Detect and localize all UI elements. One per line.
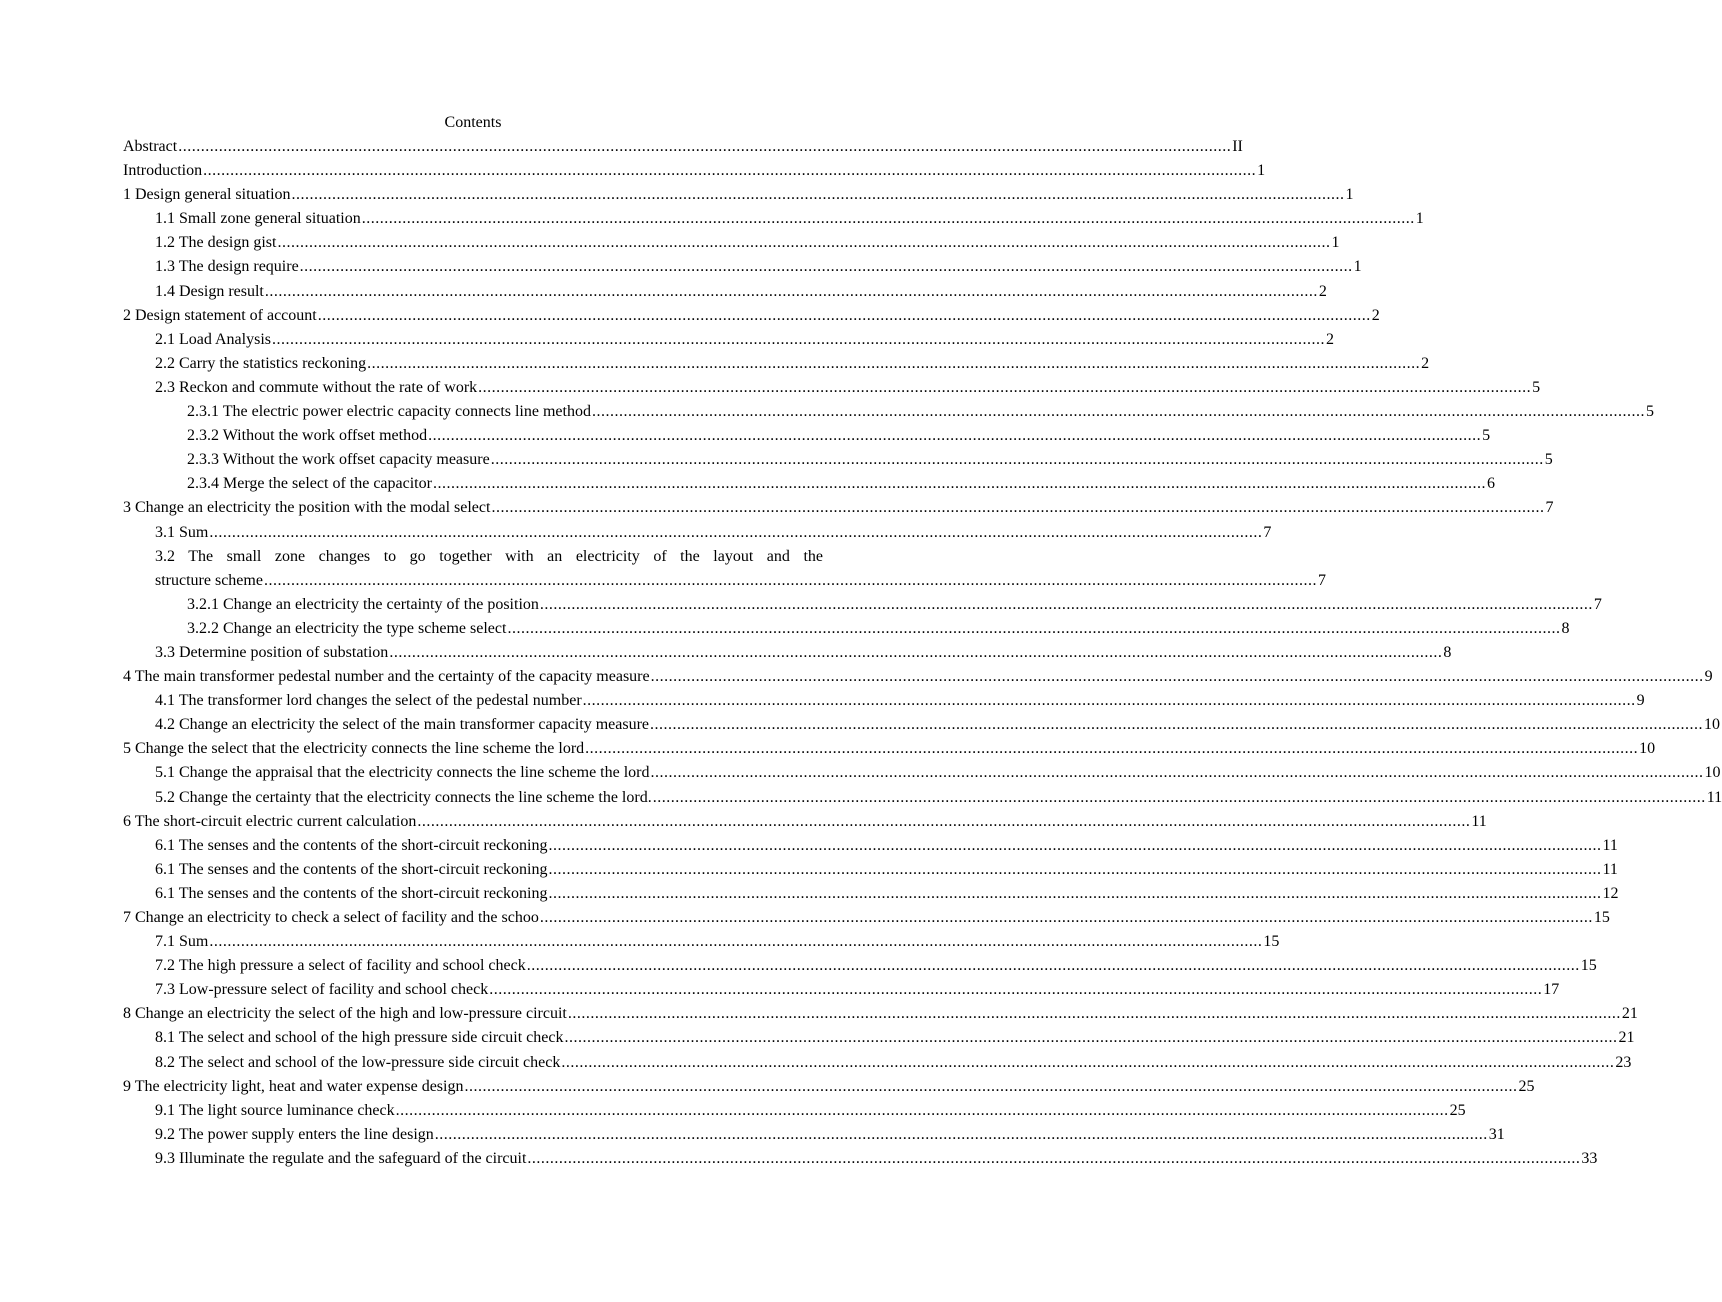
toc-entry[interactable] (123, 689, 1645, 713)
toc-entry[interactable] (123, 617, 1570, 641)
toc-entry-label: 4.1 The transformer lord changes the select of the pedestal number (155, 689, 583, 713)
toc-entry-label: 6.1 The senses and the contents of the short-circuit reckoning (155, 834, 548, 858)
toc-entry-label: 3.2.1 Change an electricity the certainty of the position (187, 593, 540, 617)
dot-leader: .......................................................................................................................................................................................................................................... (395, 1101, 1449, 1119)
toc-entry[interactable] (123, 978, 1560, 1002)
dot-leader: .......................................................................................................................................................................................................................................... (209, 933, 1263, 951)
toc-entry-page-number: 21 (1621, 1002, 1638, 1026)
dot-leader: .......................................................................................................................................................................................................................................... (428, 427, 1482, 445)
dot-leader: .......................................................................................................................................................................................................................................... (263, 571, 1317, 589)
toc-entry-label: 3.2.2 Change an electricity the type scheme select (187, 617, 507, 641)
toc-entry-page-number: 10 (1638, 737, 1655, 761)
toc-entry-page-number: 1 (1330, 231, 1339, 255)
dot-leader: .......................................................................................................................................................................................................................................... (564, 1029, 1618, 1047)
dot-leader: .......................................................................................................................................................................................................................................... (527, 1149, 1581, 1167)
dot-leader: .......................................................................................................................................................................................................................................... (548, 884, 1602, 902)
toc-entry-label: 5.2 Change the certainty that the electricity connects the line scheme the lord. (155, 786, 653, 810)
toc-entry[interactable] (123, 930, 1280, 954)
toc-entry-page-number: 2 (1371, 304, 1380, 328)
toc-entry-page-number: 10 (1703, 761, 1720, 785)
toc-entry-label: 3.2 The small zone changes to go together with an electricity of the layout and the (155, 547, 823, 565)
toc-entry-page-number: 25 (1449, 1099, 1466, 1123)
toc-entry[interactable] (123, 352, 1430, 376)
toc-entry[interactable] (123, 448, 1553, 472)
toc-entry[interactable] (123, 1099, 1466, 1123)
toc-entry-label: Introduction (123, 159, 203, 183)
toc-entry-page-number: 5 (1645, 400, 1654, 424)
dot-leader: .......................................................................................................................................................................................................................................... (277, 234, 1331, 252)
dot-leader: .......................................................................................................................................................................................................................................... (490, 451, 1544, 469)
toc-entry[interactable] (123, 328, 1334, 352)
toc-entry-label: Abstract (123, 135, 178, 159)
toc-entry[interactable] (123, 304, 1380, 328)
toc-entry-page-number: 7 (1593, 593, 1602, 617)
dot-leader: .......................................................................................................................................................................................................................................... (478, 378, 1532, 396)
toc-entry[interactable] (123, 280, 1327, 304)
toc-entry-page-number: 23 (1614, 1051, 1631, 1075)
dot-leader: .......................................................................................................................................................................................................................................... (548, 860, 1602, 878)
toc-entry-page-number: 15 (1593, 906, 1610, 930)
dot-leader: .......................................................................................................................................................................................................................................... (567, 1005, 1621, 1023)
toc-entry-label: 1 Design general situation (123, 183, 292, 207)
toc-entry-page-number: 9 (1636, 689, 1645, 713)
toc-entry-label: 2.3.3 Without the work offset capacity measure (187, 448, 491, 472)
toc-entry-label: 2.2 Carry the statistics reckoning (155, 352, 367, 376)
toc-entry[interactable] (123, 954, 1597, 978)
toc-entry-page-number: 7 (1544, 496, 1553, 520)
dot-leader: .......................................................................................................................................................................................................................................... (291, 186, 1345, 204)
toc-entry[interactable] (123, 593, 1602, 617)
dot-leader: .......................................................................................................................................................................................................................................... (652, 788, 1706, 806)
dot-leader: .......................................................................................................................................................................................................................................... (464, 1077, 1518, 1095)
dot-leader: .......................................................................................................................................................................................................................................... (582, 692, 1636, 710)
dot-leader: .......................................................................................................................................................................................................................................... (591, 403, 1645, 421)
toc-entry-page-number: 17 (1542, 978, 1559, 1002)
toc-entry-page-number: 2 (1420, 352, 1429, 376)
dot-leader: .......................................................................................................................................................................................................................................... (209, 523, 1263, 541)
toc-entry-label: 1.3 The design require (155, 255, 300, 279)
toc-entry-label: 7.1 Sum (155, 930, 209, 954)
toc-entry-label: 5 Change the select that the electricity connects the line scheme the lord (123, 737, 585, 761)
dot-leader: .......................................................................................................................................................................................................................................... (539, 595, 1593, 613)
dot-leader: .......................................................................................................................................................................................................................................... (489, 981, 1543, 999)
toc-entry-page-number: 11 (1706, 786, 1722, 810)
toc-entry[interactable] (123, 786, 1722, 810)
toc-entry-label: 2.3.4 Merge the select of the capacitor (187, 472, 433, 496)
toc-entry-label: 2.3.1 The electric power electric capacity connects line method (187, 400, 592, 424)
toc-entry[interactable] (123, 737, 1656, 761)
toc-entry-page-number: 1 (1415, 207, 1424, 231)
toc-entry-page-number: 15 (1580, 954, 1597, 978)
toc-entry[interactable] (123, 713, 1721, 737)
toc-entry[interactable] (123, 1051, 1632, 1075)
toc-entry-page-number: 7 (1262, 521, 1271, 545)
toc-entry-page-number: 1 (1353, 255, 1362, 279)
dot-leader: .......................................................................................................................................................................................................................................... (650, 764, 1704, 782)
toc-entry-page-number: 33 (1580, 1147, 1597, 1171)
toc-entry-label: 8.1 The select and school of the high pressure side circuit check (155, 1026, 564, 1050)
toc-entry-page-number: 6 (1486, 472, 1495, 496)
dot-leader: .......................................................................................................................................................................................................................................... (585, 740, 1639, 758)
toc-entry-label: 6.1 The senses and the contents of the short-circuit reckoning (155, 882, 548, 906)
dot-leader: .......................................................................................................................................................................................................................................... (561, 1053, 1615, 1071)
toc-entry-page-number: 12 (1601, 882, 1618, 906)
toc-entry[interactable] (123, 1026, 1635, 1050)
dot-leader: .......................................................................................................................................................................................................................................... (203, 162, 1257, 180)
toc-entry-label: 2.3.2 Without the work offset method (187, 424, 428, 448)
toc-entry[interactable] (123, 183, 1354, 207)
toc-entry[interactable] (123, 159, 1266, 183)
toc-entry[interactable] (123, 545, 824, 569)
toc-entry[interactable] (123, 496, 1554, 520)
dot-leader: .......................................................................................................................................................................................................................................... (491, 499, 1545, 517)
dot-leader: .......................................................................................................................................................................................................................................... (299, 258, 1353, 276)
toc-entry-label: 2.3 Reckon and commute without the rate of work (155, 376, 478, 400)
toc-entry[interactable] (123, 472, 1495, 496)
toc-entry-page-number: 11 (1470, 810, 1486, 834)
toc-entry-label: 1.1 Small zone general situation (155, 207, 362, 231)
toc-entry-label: 5.1 Change the appraisal that the electricity connects the line scheme the lord (155, 761, 650, 785)
toc-entry-label: 7.3 Low-pressure select of facility and school check (155, 978, 489, 1002)
toc-entry-label: 9 The electricity light, heat and water expense design (123, 1075, 464, 1099)
dot-leader: .......................................................................................................................................................................................................................................... (389, 643, 1443, 661)
toc-entry-page-number: 8 (1442, 641, 1451, 665)
toc-entry-label: 8.2 The select and school of the low-pressure side circuit check (155, 1051, 561, 1075)
toc-entry-page-number: 15 (1262, 930, 1279, 954)
toc-entry[interactable] (123, 1123, 1505, 1147)
toc-entry-page-number: 2 (1325, 328, 1334, 352)
toc-entry-page-number: 11 (1601, 834, 1617, 858)
toc-entry[interactable] (123, 376, 1541, 400)
toc-entry-page-number: 11 (1601, 858, 1617, 882)
dot-leader: .......................................................................................................................................................................................................................................... (650, 716, 1704, 734)
dot-leader: .......................................................................................................................................................................................................................................... (548, 836, 1602, 854)
toc-entry-page-number: 5 (1544, 448, 1553, 472)
toc-entry[interactable] (123, 207, 1424, 231)
toc-entry-label: 9.2 The power supply enters the line design (155, 1123, 435, 1147)
toc-entry[interactable] (123, 882, 1619, 906)
dot-leader: .......................................................................................................................................................................................................................................... (417, 812, 1471, 830)
toc-entry[interactable] (123, 569, 1326, 593)
toc-entry-label: 3.1 Sum (155, 521, 209, 545)
toc-entry-page-number: 21 (1617, 1026, 1634, 1050)
dot-leader: .......................................................................................................................................................................................................................................... (317, 306, 1371, 324)
toc-entry-page-number: 1 (1345, 183, 1354, 207)
toc-entry-label: 2.1 Load Analysis (155, 328, 272, 352)
dot-leader: .......................................................................................................................................................................................................................................... (539, 909, 1593, 926)
toc-entry-label: 4 The main transformer pedestal number and the certainty of the capacity measure (123, 665, 651, 689)
toc-entry-label: 2 Design statement of account (123, 304, 318, 328)
dot-leader: .......................................................................................................................................................................................................................................... (650, 668, 1704, 686)
toc-entry-page-number: II (1231, 135, 1243, 159)
dot-leader: .......................................................................................................................................................................................................................................... (178, 138, 1232, 155)
toc-entry[interactable] (123, 400, 1654, 424)
toc-entry[interactable] (123, 665, 1713, 689)
toc-entry-label: 1.2 The design gist (155, 231, 277, 255)
toc-entry-page-number: 1 (1256, 159, 1265, 183)
dot-leader: .......................................................................................................................................................................................................................................... (272, 330, 1325, 348)
toc-entry[interactable] (123, 1147, 1598, 1171)
toc-entry[interactable] (123, 1075, 1535, 1099)
toc-entry-page-number: 5 (1531, 376, 1540, 400)
toc-entry-page-number: 9 (1704, 665, 1713, 689)
toc-entry-label: 1.4 Design result (155, 280, 265, 304)
toc-entry-page-number: 10 (1703, 713, 1720, 737)
toc-entry-label: 6 The short-circuit electric current calculation (123, 810, 417, 834)
toc-entry-page-number: 7 (1317, 569, 1326, 593)
toc-entry-label: 7 Change an electricity to check a select of facility and the schoo (123, 906, 540, 930)
dot-leader: .......................................................................................................................................................................................................................................... (361, 210, 1415, 228)
table-of-contents (123, 135, 1722, 1171)
toc-entry[interactable] (123, 521, 1272, 545)
toc-entry[interactable] (123, 231, 1340, 255)
dot-leader: .......................................................................................................................................................................................................................................... (264, 282, 1318, 300)
page-title: Contents (444, 114, 502, 131)
toc-entry[interactable] (123, 810, 1487, 834)
toc-entry-page-number: 5 (1481, 424, 1490, 448)
toc-entry-label: 7.2 The high pressure a select of facility and school check (155, 954, 527, 978)
toc-entry-label: structure scheme (155, 569, 264, 593)
toc-entry[interactable] (123, 761, 1721, 785)
toc-entry[interactable] (123, 858, 1618, 882)
dot-leader: .......................................................................................................................................................................................................................................... (526, 957, 1580, 975)
toc-entry[interactable] (123, 424, 1491, 448)
toc-entry-page-number: 31 (1488, 1123, 1505, 1147)
toc-entry-page-number: 2 (1318, 280, 1327, 304)
toc-entry-page-number: 25 (1517, 1075, 1534, 1099)
toc-entry-label: 3.3 Determine position of substation (155, 641, 389, 665)
toc-entry[interactable] (123, 641, 1452, 665)
toc-entry[interactable] (123, 1002, 1638, 1026)
toc-entry-page-number: 8 (1560, 617, 1569, 641)
dot-leader: .......................................................................................................................................................................................................................................... (507, 619, 1561, 637)
dot-leader: .......................................................................................................................................................................................................................................... (432, 475, 1486, 493)
toc-entry-label: 9.3 Illuminate the regulate and the safeguard of the circuit (155, 1147, 527, 1171)
toc-entry-label: 9.1 The light source luminance check (155, 1099, 396, 1123)
toc-entry[interactable] (123, 255, 1362, 279)
toc-entry-label: 8 Change an electricity the select of the high and low-pressure circuit (123, 1002, 568, 1026)
dot-leader: .......................................................................................................................................................................................................................................... (434, 1125, 1488, 1143)
toc-entry[interactable] (123, 834, 1618, 858)
toc-entry-label: 6.1 The senses and the contents of the short-circuit reckoning (155, 858, 548, 882)
toc-entry-label: 3 Change an electricity the position with the modal select (123, 496, 491, 520)
toc-entry[interactable] (123, 906, 1610, 930)
toc-entry-label: 4.2 Change an electricity the select of the main transformer capacity measure (155, 713, 650, 737)
toc-entry[interactable] (123, 135, 1243, 159)
dot-leader: .......................................................................................................................................................................................................................................... (367, 354, 1421, 372)
